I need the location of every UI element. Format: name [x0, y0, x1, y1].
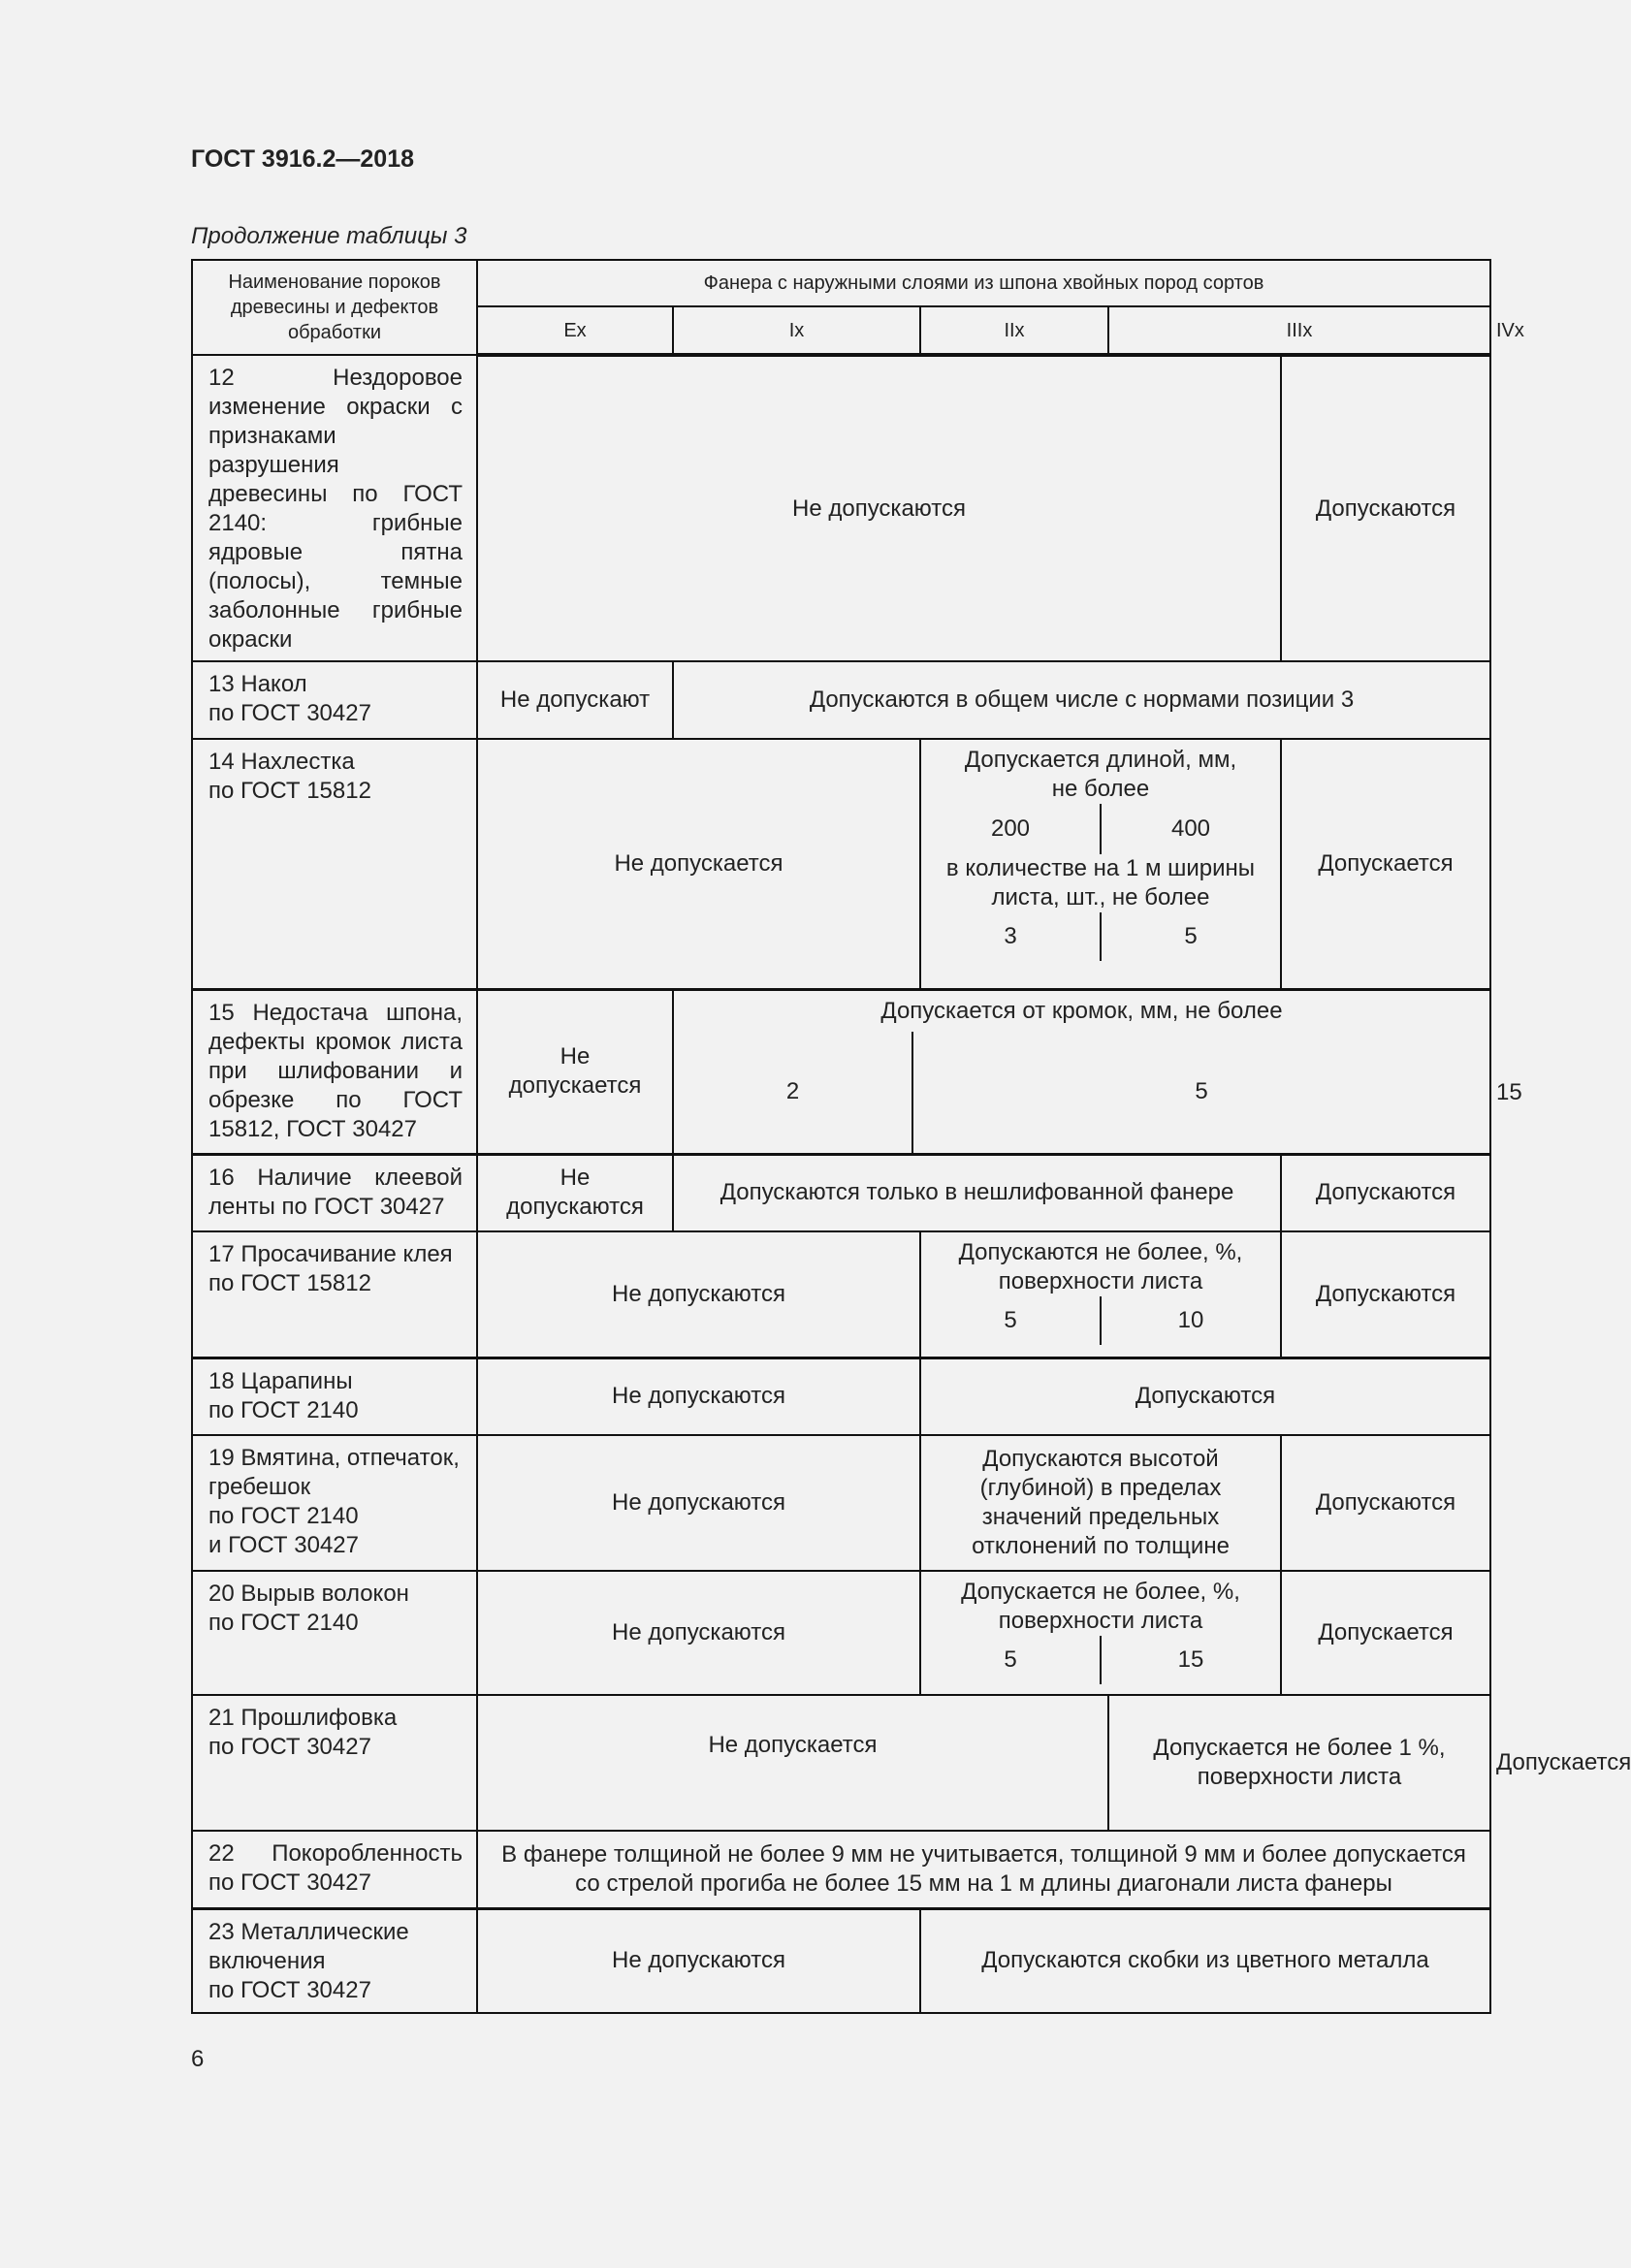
norm-cell: Допускаются [1281, 355, 1490, 661]
grade-iix: IIx [920, 306, 1108, 355]
table-row [192, 355, 1490, 661]
norm-cell: Допускаются только в нешлифованной фанере [673, 1154, 1281, 1231]
defect-name: 22 Покоробленность по ГОСТ 30427 [192, 1831, 477, 1908]
value: 15 [1100, 1636, 1280, 1684]
norm-cell: Допускаются в общем числе с нормами позиции 3 [673, 661, 1490, 739]
defect-name: 18 Царапины по ГОСТ 2140 [192, 1358, 477, 1435]
norm-cell: Не допускается [477, 739, 920, 989]
table-row [192, 1435, 1490, 1571]
table-grade-row: Ex Ix IIx IIIx IVx [192, 306, 1490, 355]
column-header-group: Фанера с наружными слоями из шпона хвойных пород сортов [477, 260, 1490, 306]
norm-cell: Не допускаются [477, 355, 1281, 661]
column-header-defect-name: Наименование пороков древесины и дефектов обработки [192, 260, 477, 355]
norm-cell-header: Допускается от кромок, мм, не более [673, 989, 1490, 1032]
defect-name: 12 Нездоровое изменение окраски с признаками разрушения древесины по ГОСТ 2140: грибные ядровые пятна (полосы), темные заболонные грибные окраски [192, 355, 477, 661]
table-row [192, 989, 1490, 1032]
norm-cell: Допускаются [1281, 1154, 1490, 1231]
norm-cell: Не допускается [477, 1695, 1108, 1831]
value: 5 [1004, 1646, 1017, 1673]
norm-cell: Не допускаются [477, 1435, 920, 1571]
table-row [192, 661, 1490, 739]
norm-cell: Не допускаются [477, 1358, 920, 1435]
grade-ix: Ix [673, 306, 920, 355]
table-header-row [192, 260, 1490, 306]
table-row [192, 1154, 1490, 1231]
value: 400 [1100, 804, 1280, 854]
defect-name: 19 Вмятина, отпечаток, гребешок по ГОСТ 2140 и ГОСТ 30427 [192, 1435, 477, 1571]
value: 5 [1004, 1307, 1017, 1333]
value: 3 [1004, 923, 1017, 949]
norm-cell: Допускается не более 1 %, поверхности листа [1108, 1695, 1490, 1831]
norm-cell: В фанере толщиной не более 9 мм не учитывается, толщиной 9 мм и более допускается со стрелой прогиба не более 15 мм на 1 м длины диагонали листа фанеры [477, 1831, 1490, 1908]
table-row [192, 1908, 1490, 2013]
norm-cell-percent: Допускаются не более, %, поверхности листа 5 10 [920, 1231, 1281, 1358]
norm-cell-percent: Допускается не более, %, поверхности листа 5 15 [920, 1571, 1281, 1695]
norm-cell: Не допускается [477, 989, 673, 1154]
table-continuation-label: Продолжение таблицы 3 [191, 223, 467, 249]
defect-name: 14 Нахлестка по ГОСТ 15812 [192, 739, 477, 989]
value: 200 [990, 815, 1031, 842]
grade-iiix: IIIx [1108, 306, 1490, 355]
norm-cell: Допускается [1281, 739, 1490, 989]
norm-cell-length: Допускается длиной, мм, не более 200 400 в количестве на 1 м ширины листа, шт., не более 3 5 [920, 739, 1281, 989]
table-row [192, 1831, 1490, 1908]
defects-table [191, 259, 1631, 2014]
page-number: 6 [191, 2046, 205, 2072]
norm-cell: Допускаются [920, 1358, 1490, 1435]
value: 2 [673, 1032, 912, 1154]
defect-name: 13 Накол по ГОСТ 30427 [192, 661, 477, 739]
grade-ex: Ex [477, 306, 673, 355]
table-row [192, 1571, 1490, 1695]
table-row [192, 739, 1490, 989]
defect-name: 23 Металлические включения по ГОСТ 30427 [192, 1908, 477, 2013]
defect-name: 21 Прошлифовка по ГОСТ 30427 [192, 1695, 477, 1831]
norm-cell: Допускаются высотой (глубиной) в пределах значений предельных отклонений по толщине [920, 1435, 1281, 1571]
defect-name: 17 Просачивание клея по ГОСТ 15812 [192, 1231, 477, 1358]
norm-cell: Допускаются [1281, 1435, 1490, 1571]
value: 10 [1100, 1296, 1280, 1345]
defect-name: 16 Наличие клеевой ленты по ГОСТ 30427 [192, 1154, 477, 1231]
table-row: 2 5 15 [192, 1032, 1490, 1154]
value: 5 [1100, 912, 1280, 961]
norm-cell: Не допускаются [477, 1154, 673, 1231]
document-title: ГОСТ 3916.2—2018 [191, 145, 415, 173]
table-row [192, 1358, 1490, 1435]
norm-cell: Не допускаются [477, 1231, 920, 1358]
norm-cell: Допускается [1281, 1571, 1490, 1695]
value: 5 [912, 1032, 1490, 1154]
table-row: 21 Прошлифовка по ГОСТ 30427 Не допускается Допускается не более 1 %, поверхности листа Допускается [192, 1695, 1490, 1831]
norm-cell: Допускаются скобки из цветного металла [920, 1908, 1490, 2013]
table-row [192, 1231, 1490, 1358]
defect-name: 15 Недостача шпона, дефекты кромок листа при шлифовании и обрезке по ГОСТ 15812, ГОСТ 30427 [192, 989, 477, 1154]
norm-cell: Не допускаются [477, 1908, 920, 2013]
norm-cell: Не допускают [477, 661, 673, 739]
norm-cell: Допускаются [1281, 1231, 1490, 1358]
defect-name: 20 Вырыв волокон по ГОСТ 2140 [192, 1571, 477, 1695]
norm-cell: Не допускаются [477, 1571, 920, 1695]
